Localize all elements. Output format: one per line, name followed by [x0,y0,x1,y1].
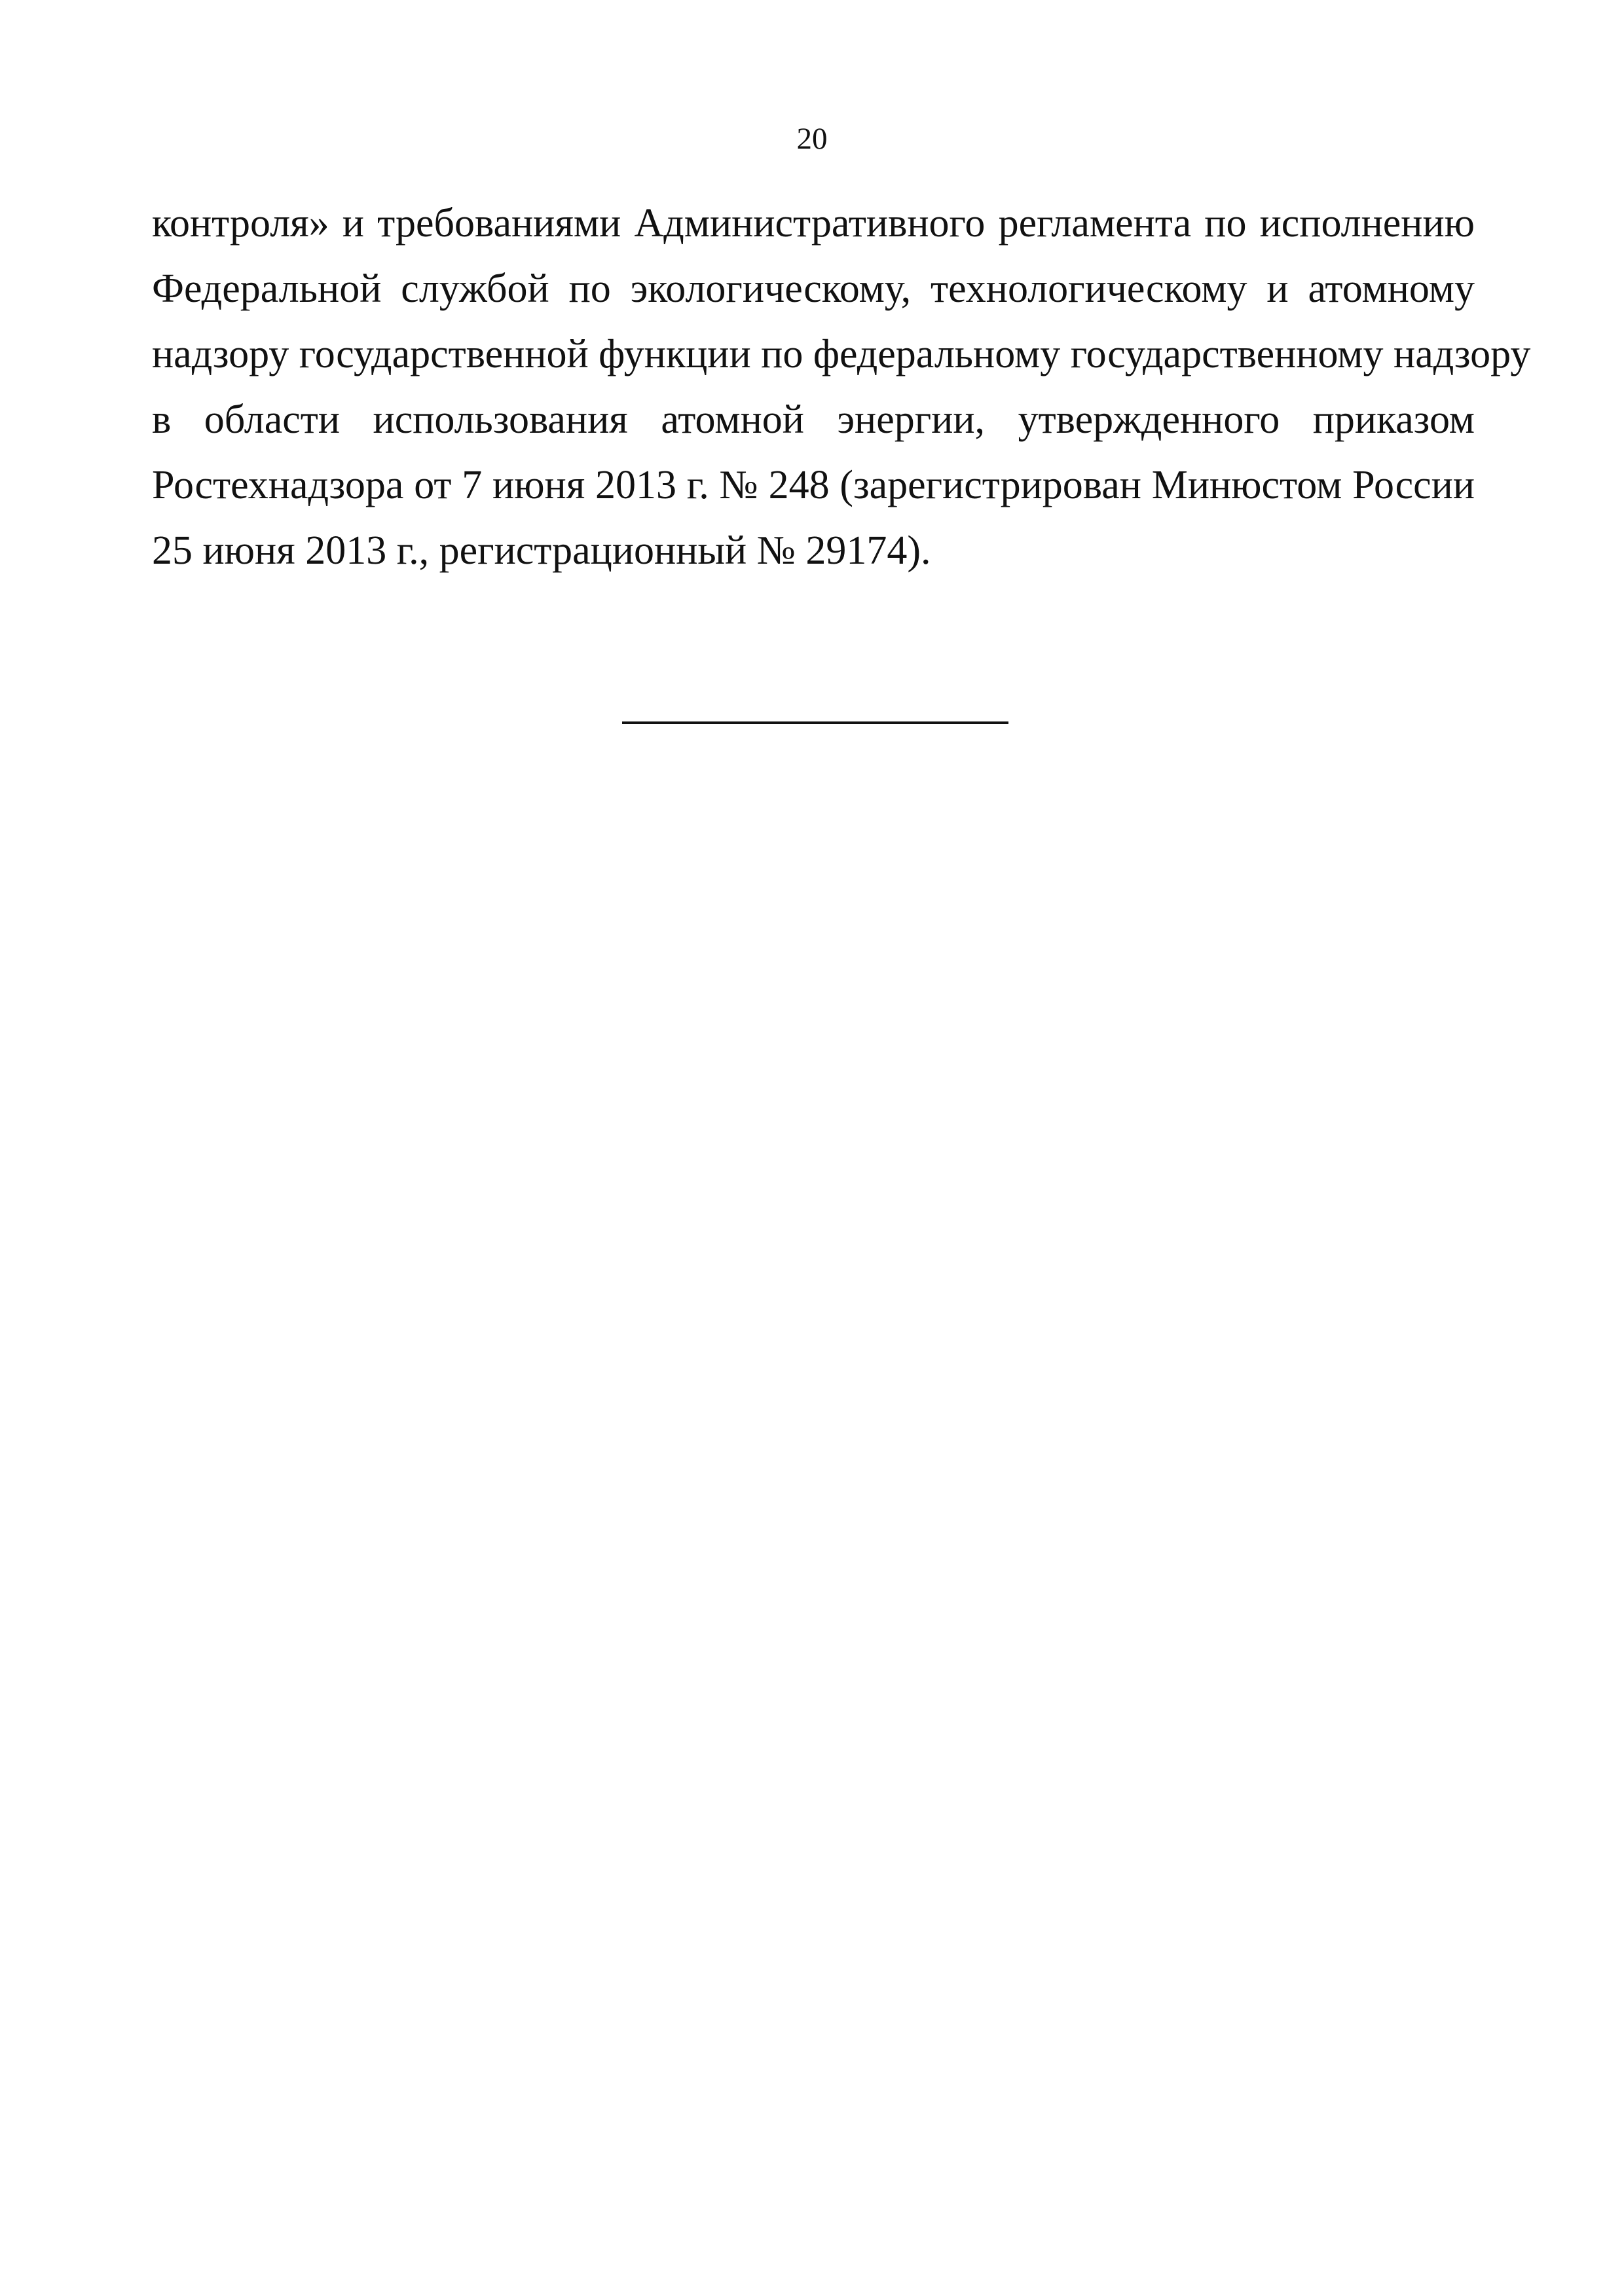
body-paragraph [152,191,1531,583]
paragraph-line: надзору государственной функции по федеральному государственному надзору [152,332,1531,376]
paragraph-line: Ростехнадзора от 7 июня 2013 г. № 248 (зарегистрирован Минюстом России [152,463,1475,507]
paragraph-line: Федеральной службой по экологическому, технологическому и атомному [152,266,1475,311]
page-number: 20 [796,122,828,156]
paragraph-line: в области использования атомной энергии, утвержденного приказом [152,397,1475,442]
paragraph-line: 25 июня 2013 г., регистрационный № 29174). [152,528,931,573]
end-of-document-rule [622,721,1008,724]
paragraph-line: контроля» и требованиями Административного регламента по исполнению [152,201,1475,246]
